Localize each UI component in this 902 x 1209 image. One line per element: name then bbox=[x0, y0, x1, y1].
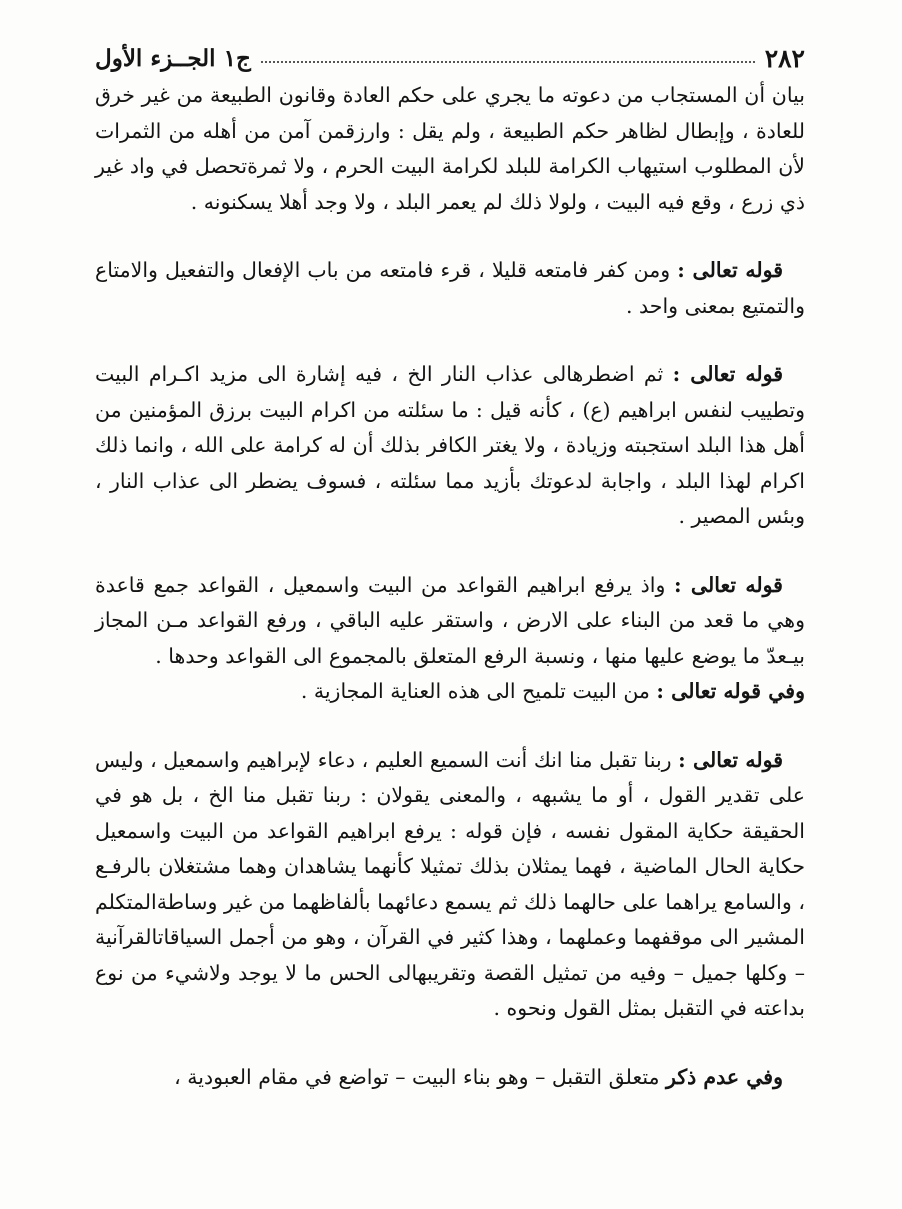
paragraph-lead: قوله تعالى : bbox=[672, 362, 783, 386]
paragraph-text: بيان أن المستجاب من دعوته ما يجري على حكم العادة وقانون الطبيعة من غير خرق للعادة ، وإبطال لظاهر حكم الطبيعة ، ولم يقل : وارزقمن آمن من أهله من الثمرات لأن المطلوب استيهاب الكرامة للبلد لكرامة البيت الحرم ، ولا ثمرةتحصل في واد غير ذي زرع ، وقع فيه البيت ، ولولا ذلك لم يعمر البلد ، ولا وجد أهلا يسكنونه . bbox=[95, 83, 805, 214]
paragraph-text: متعلق التقبل – وهو بناء البيت – تواضع في مقام العبودية ، bbox=[174, 1064, 667, 1089]
paragraph-5 bbox=[95, 674, 805, 710]
paragraph-3 bbox=[95, 357, 805, 535]
paragraph-text: ربنا تقبل منا انك أنت السميع العليم ، دعاء لإبراهيم واسمعيل ، وليس على تقدير القول ، أو ما يشبهه ، والمعنى يقولان : ربنا تقبل منا الخ ، بل هو في الحقيقة حكاية المقول نفسه ، فإن قوله : يرفع ابراهيم القواعد من البيت واسمعيل حكاية الحال الماضية ، فهما يمثلان بذلك تمثيلا كأنهما يشاهدان وهما مشتغلان بالرفـع ، والسامع يراهما على حالهما ذلك ثم يسمع دعائهما بألفاظهما من غير وساطةالمتكلم المشير الى موقفهما وعملهما ، وهذا كثير في القرآن ، وهو من أجمل السياقاتالقرآنية – وكلها جميل – وفيه من تمثيل القصة وتقريبهالى الحس ما لا يوجد ولاشيء من نوع بداعته في التقبل بمثل القول ونحوه . bbox=[95, 747, 805, 1020]
paragraph-lead: وفي عدم ذكر bbox=[666, 1064, 783, 1089]
paragraph-lead: قوله تعالى : bbox=[677, 258, 783, 282]
paragraph-text: واذ يرفع ابراهيم القواعد من البيت واسمعيل ، القواعد جمع قاعدة وهي ما قعد من البناء على الارض ، واستقر عليه الباقي ، ورفع القواعد مـن المجاز بيـعدّ ما يوضع عليها منها ، ونسبة الرفع المتعلق بالمجموع الى القواعد وحدها . bbox=[95, 572, 805, 668]
paragraph-text: ثم اضطرهالى عذاب النار الخ ، فيه إشارة الى مزيد اكـرام البيت وتطييب لنفس ابراهيم (ع) ، كأنه قيل : ما سئلته من اكرام البيت برزق المؤمنين من أهل هذا البلد استجبته وزيادة ، ولا يغتر الكافر بذلك أن له كرامة على الله ، وانما ذلك اكرام لهذا البلد ، واجابة لدعوتك بأزيد مما سئلته ، فسوف يضطر الى عذاب النار ، وبئس المصير . bbox=[95, 362, 805, 528]
paragraph-1 bbox=[95, 78, 805, 220]
paragraph-2 bbox=[95, 253, 805, 324]
paragraph-lead: وفي قوله تعالى : bbox=[656, 679, 805, 703]
paragraph-4 bbox=[95, 568, 805, 675]
paragraph-text: ومن كفر فامتعه قليلا ، قرء فامتعه من باب الإفعال والتفعيل والامتاع والتمتيع بمعنى واحد . bbox=[95, 258, 805, 318]
paragraph-text: من البيت تلميح الى هذه العناية المجازية . bbox=[300, 679, 657, 703]
page-number: ٢٨٢ bbox=[764, 43, 805, 73]
volume-label: ج١ الجــزء الأول bbox=[95, 44, 251, 72]
paragraph-lead: قوله تعالى : bbox=[678, 747, 783, 772]
page-header bbox=[95, 38, 805, 78]
body-text bbox=[95, 78, 805, 1128]
paragraph-6 bbox=[95, 743, 805, 1027]
paragraph-lead: قوله تعالى : bbox=[674, 572, 783, 597]
header-dotted-rule bbox=[261, 61, 755, 63]
paragraph-7 bbox=[95, 1060, 805, 1096]
